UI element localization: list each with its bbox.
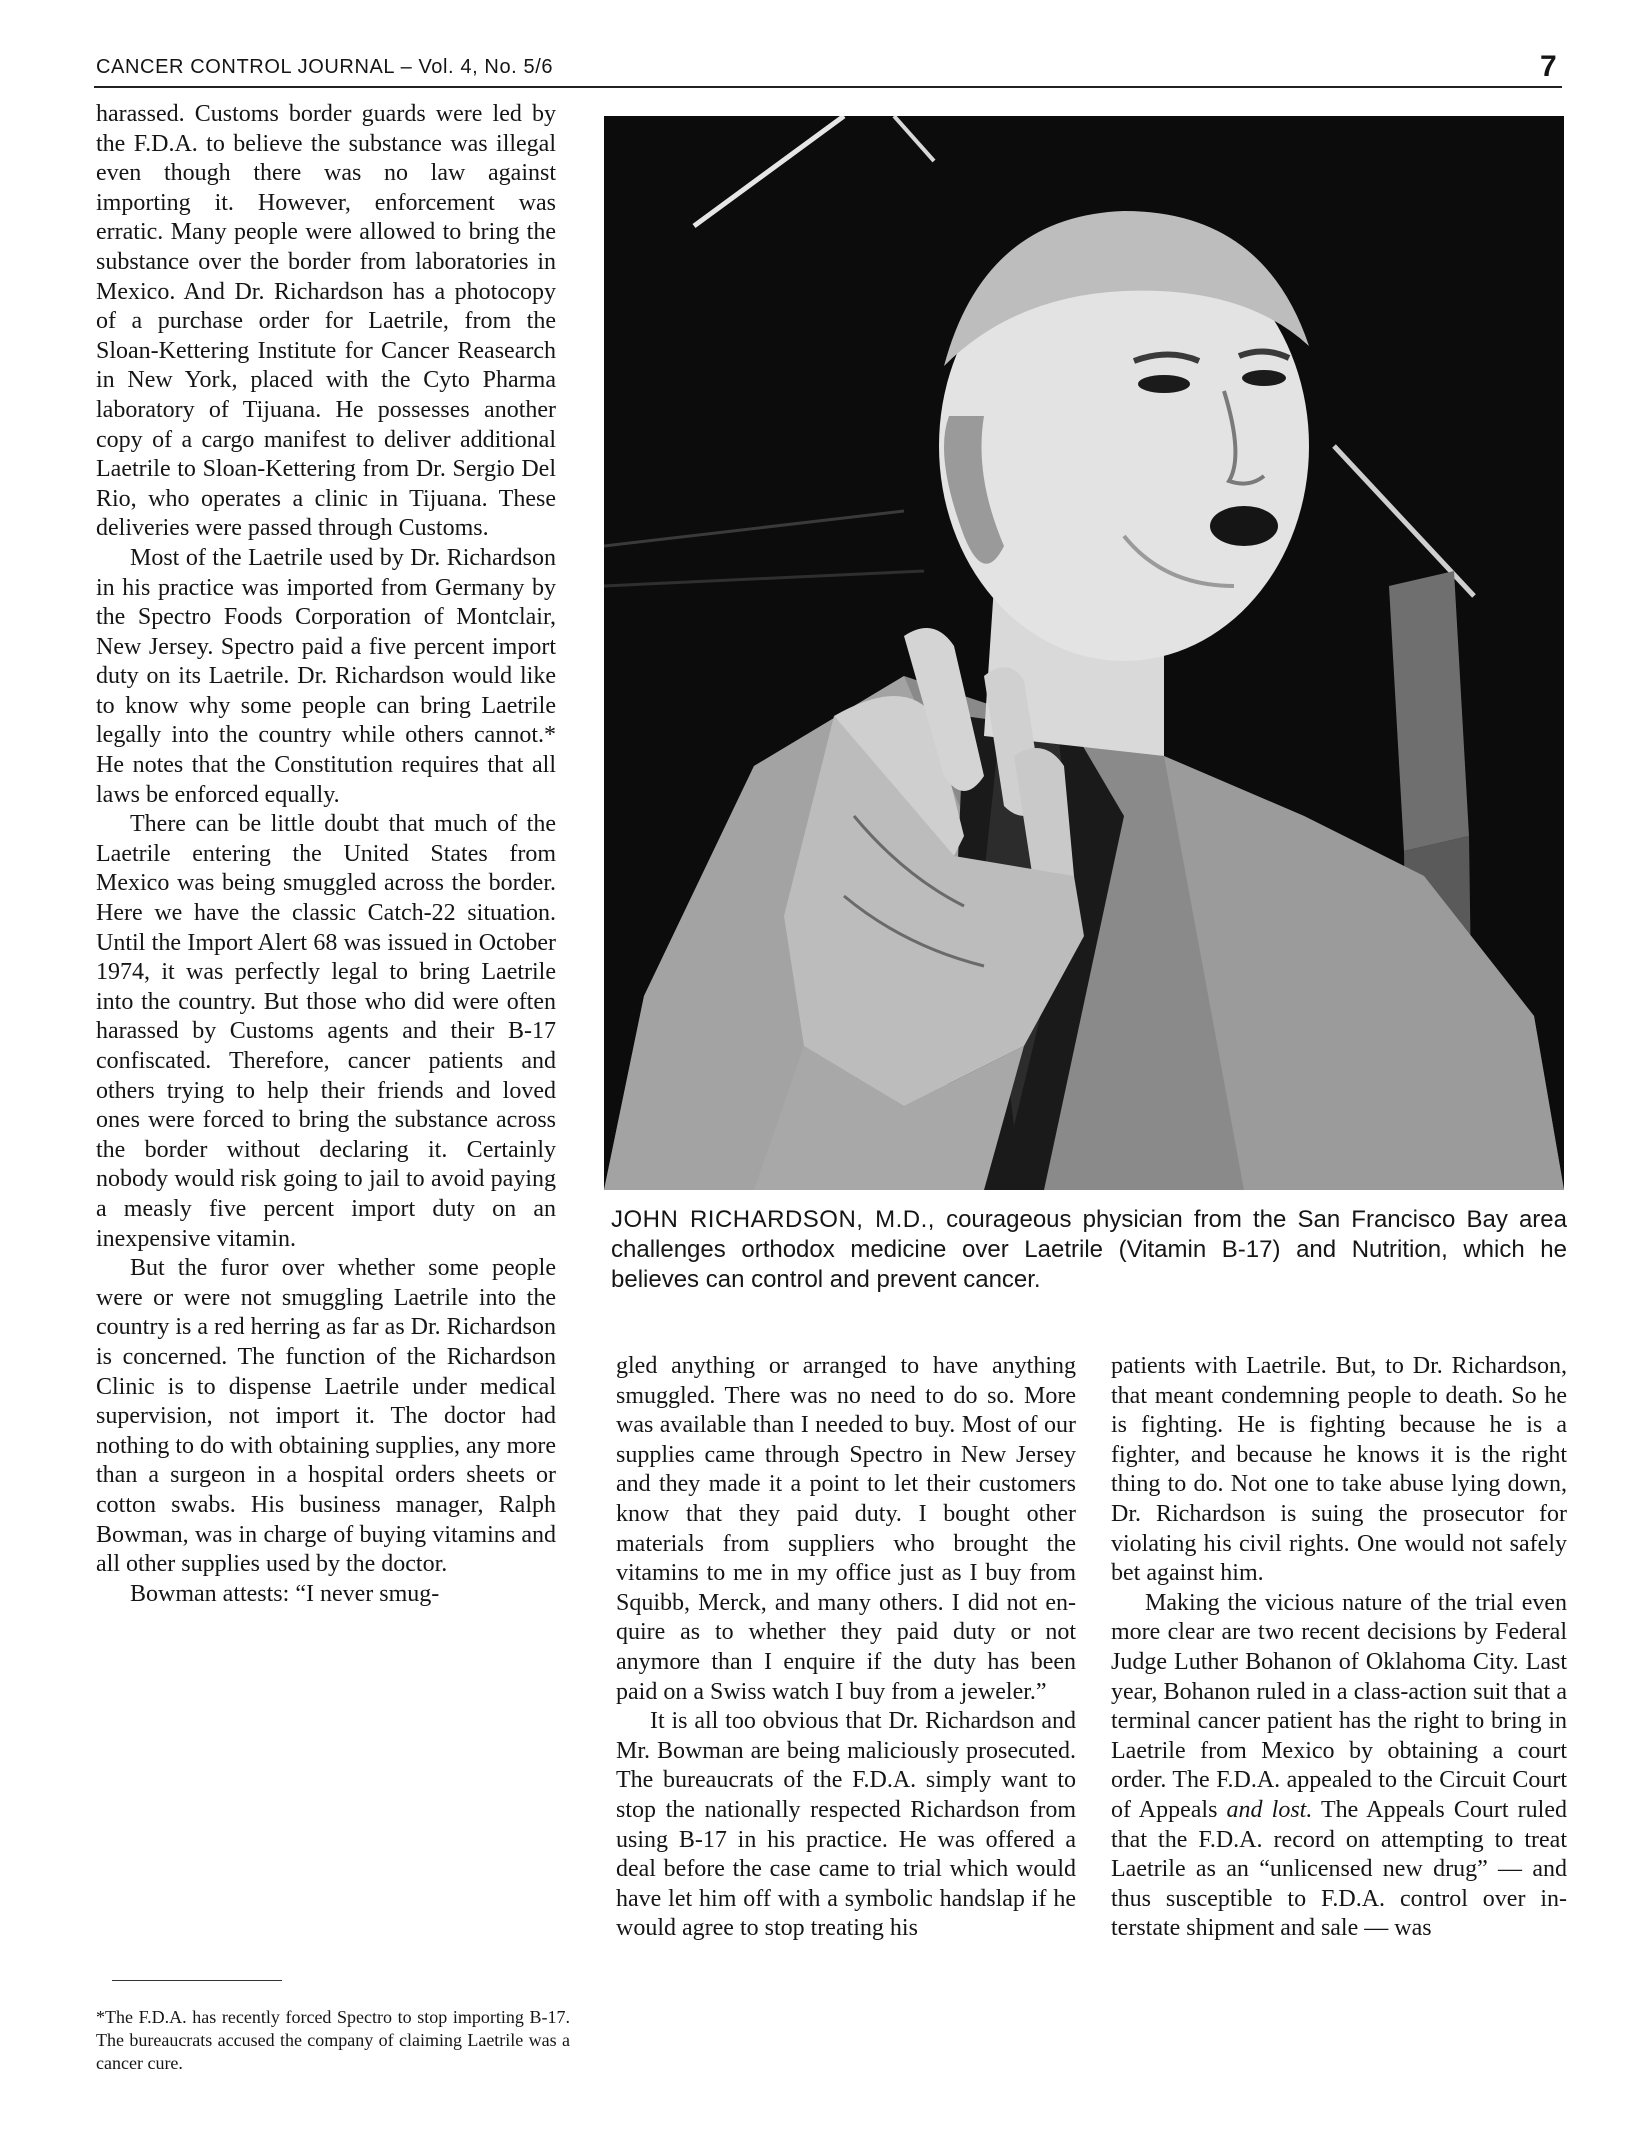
paragraph: Bowman attests: “I never smug- (130, 1580, 440, 1607)
portrait-photo (604, 116, 1564, 1190)
paragraph: harassed. Customs border guards were led by the F.D.A. to believe the substance was illegal even though there was no law against importing it. However, enforcement was erratic. Many people were allowed to bring the substance over the border from laboratories in Mexico. And Dr. Richardson has a photocopy of a purchase order for Laetrile, from the Sloan-Kettering Institute for Cancer Reasearch in New York, placed with the Cyto Pharma laboratory of Tijuana. He possesses another copy of a cargo manifest to deliver additional Laetrile to Sloan-Kettering from Dr. Sergio Del Rio, who operates a clinic in Tijuana. These deliveries were passed through Customs. (96, 101, 556, 542)
paragraph-text: Making the vicious nature of the trial even more clear are two recent decisions by Federal Judge Luther Bohanon of Oklahoma City. Last year, Bohanon ruled in a class-action suit that a terminal cancer patient has the right to bring in Laetrile from Mexico by obtaining a court order. The F.D.A. appealed to the Circuit Court of Appeals (1111, 1589, 1567, 1823)
paragraph: It is all too obvious that Dr. Richardson and Mr. Bowman are being maliciously prosecuted. The bureaucrats of the F.D.A. simply want to stop the nationally respected Richardson from using B-17 in his practice. He was offered a deal before the case came to trial which would have let him off with a symbolic handslap if he would agree to stop treating his (616, 1708, 1076, 1942)
journal-title: CANCER CONTROL JOURNAL – Vol. 4, No. 5/6 (96, 56, 554, 78)
caption-name: JOHN RICHARDSON, M.D., (611, 1206, 935, 1233)
paragraph: patients with Laetrile. But, to Dr. Richardson, that meant condemning people to death. So he is fighting. He is fighting because he is a fighter, and because he knows it is the right thing to do. Not one to take abuse lying down, Dr. Richardson is suing the prosecutor for violating his civil rights. One would not safely bet against him. (1111, 1353, 1567, 1587)
photo-caption (611, 1205, 1567, 1295)
paragraph: But the furor over whether some people were or were not smuggling Laetrile into the country is a red herring as far as Dr. Richardson is concerned. The function of the Richardson Clinic is to dispense Laetrile under medical supervision, not import it. The doctor had nothing to do with obtaining supplies, any more than a surgeon in a hospital orders sheets or cotton swabs. His business manager, Ralph Bowman, was in charge of buying vitamins and all other supplies used by the doctor. (96, 1255, 556, 1578)
paragraph: Most of the Laetrile used by Dr. Richardson in his practice was imported from Germany by the Spectro Foods Corporation of Montclair, New Jersey. Spectro paid a five percent import duty on its Laetrile. Dr. Richardson would like to know why some people can bring Laetrile legally into the country while others cannot.* He notes that the Constitution requires that all laws be enforced equally. (96, 544, 556, 808)
paragraph-text: The Appeals Court ruled that the F.D.A. record on attempting to treat Laetrile as an “unlicensed new drug” — and thus susceptible to F.D.A. control over interstate shipment and sale — was (1111, 1796, 1567, 1942)
paragraph: gled anything or arranged to have anything smuggled. There was no need to do so. More was available than I needed to buy. Most of our supplies came through Spectro in New Jersey and they made it a point to let their customers know that they paid duty. I bought other materials from suppliers who brought the vitamins to me in my office just as I buy from Squibb, Merck, and many others. I did not enquire as to whether they paid duty or not anymore than I enquire if the duty has been paid on a Swiss watch I buy from a jeweler.” (616, 1353, 1076, 1705)
header-rule (94, 86, 1562, 88)
article-column-2 (616, 1352, 1076, 1944)
caption-text: courageous physician from the San Francisco Bay area challenges orthodox medicine over Laetrile (Vitamin B-17) and Nutrition, which he believes can control and prevent cancer. (611, 1206, 1567, 1293)
footnote-rule (112, 1980, 282, 1981)
footnote: *The F.D.A. has recently forced Spectro to stop importing B-17. The bureaucrats accused the company of claiming Laetrile was a cancer cure. (96, 2007, 570, 2073)
page-number: 7 (1540, 50, 1557, 83)
paragraph: There can be little doubt that much of the Laetrile entering the United States from Mexico was being smuggled across the border. Here we have the classic Catch-22 situation. Until the Import Alert 68 was issued in October 1974, it was perfectly legal to bring Laetrile into the country. But those who did were often harassed by Customs agents and their B-17 confiscated. Therefore, cancer patients and others trying to help their friends and loved ones were forced to bring the substance across the border without declaring it. Certainly nobody would risk going to jail to avoid paying a measly five percent import duty on an inexpensive vitamin. (96, 811, 556, 1252)
paragraph (1111, 1589, 1567, 1944)
article-column-1 (96, 100, 556, 1609)
photo-illustration (604, 116, 1564, 1190)
article-column-3 (1111, 1352, 1567, 1944)
emphasis-text: and lost. (1226, 1796, 1313, 1823)
